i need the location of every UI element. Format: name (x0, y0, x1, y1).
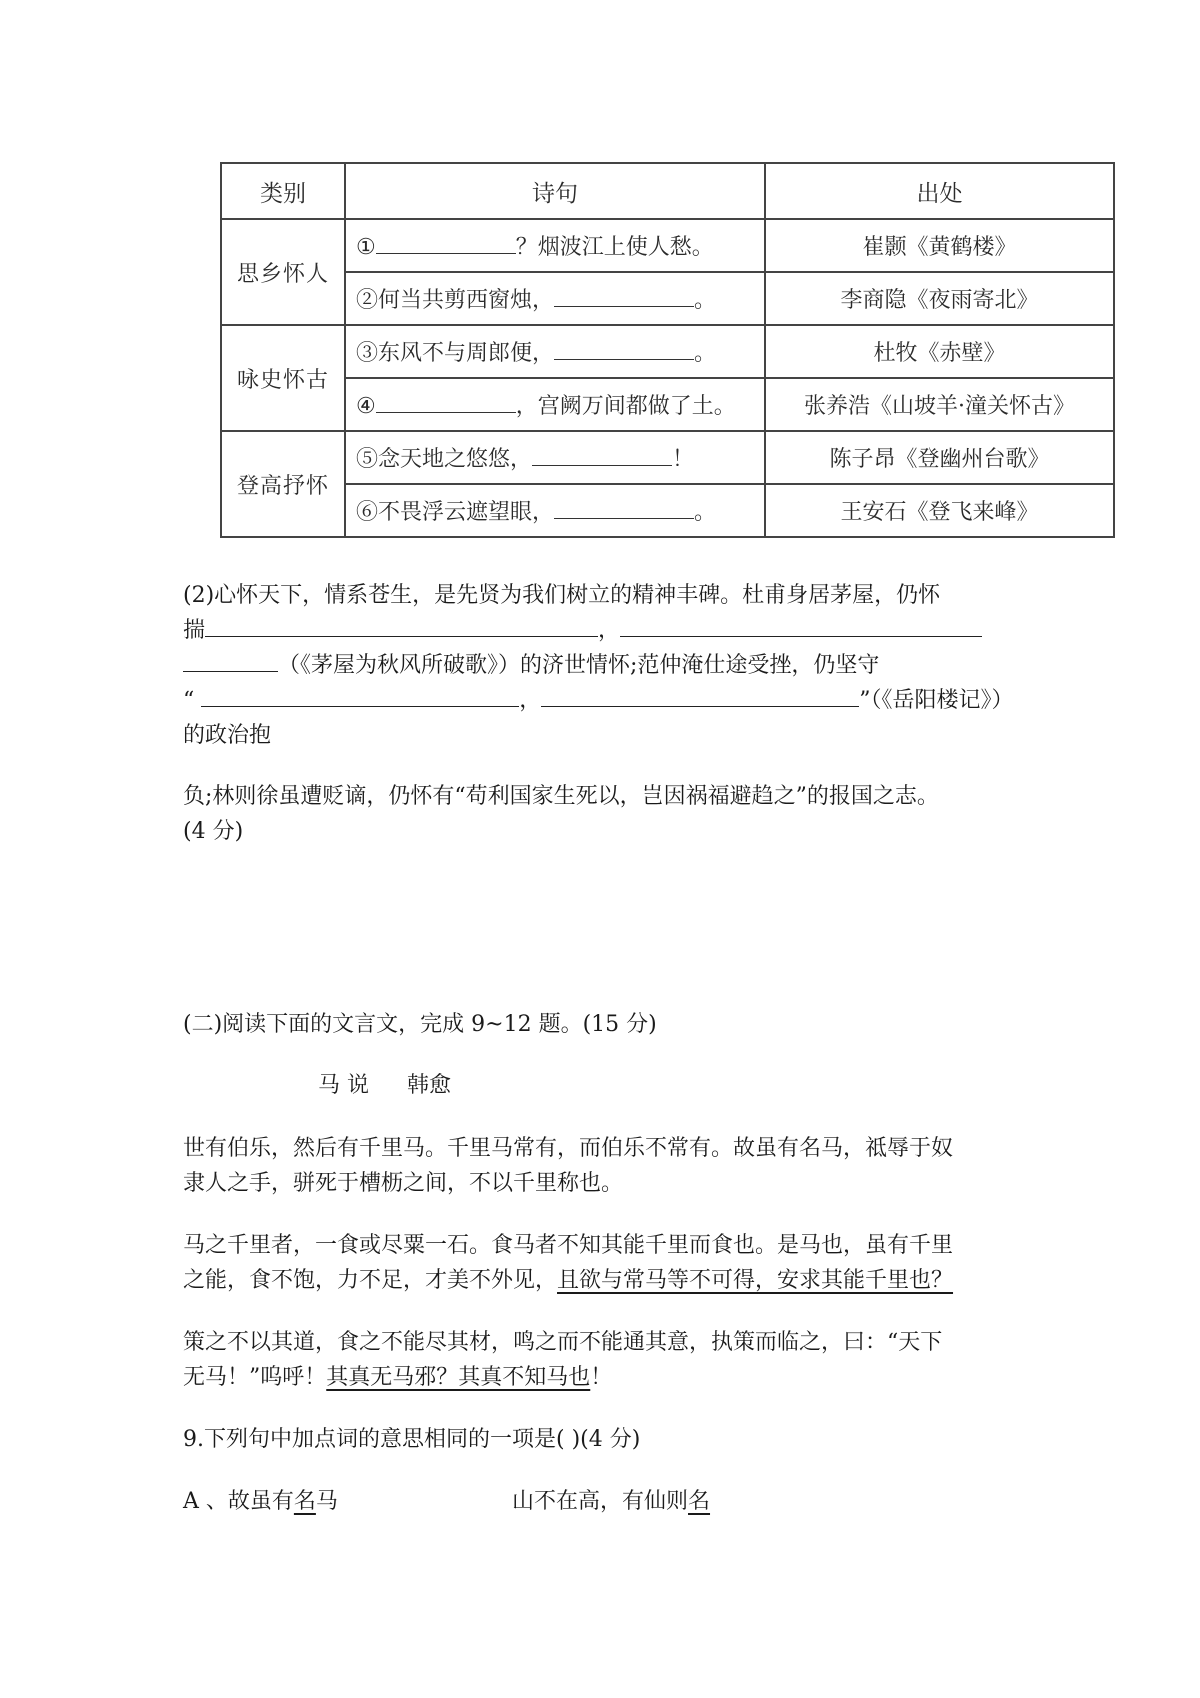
verse-cell: ③东风不与周郎便， 。 (345, 325, 765, 378)
q2-line-5: 的政治抱 (183, 723, 272, 748)
passage-p3-line-2: 无马！”呜呼！其真无马邪？其真不知马也！ (183, 1365, 613, 1390)
source-cell: 李商隐《夜雨寄北》 (765, 272, 1114, 325)
table-row (221, 431, 1114, 484)
category-cell: 思乡怀人 (221, 219, 345, 325)
underlined-sentence: 其真无马邪？其真不知马也 (326, 1365, 591, 1390)
answer-blank[interactable] (554, 341, 694, 360)
q2-line-3: （《茅屋为秋风所破歌》）的济世情怀;范仲淹仕途受挫，仍坚守 (183, 648, 879, 683)
passage-p1-line-1: 世有伯乐，然后有千里马。千里马常有，而伯乐不常有。故虽有名马，祗辱于奴 (183, 1136, 954, 1161)
passage-p1-line-2: 隶人之手，骈死于槽枥之间，不以千里称也。 (183, 1171, 624, 1196)
source-cell: 张养浩《山坡羊·潼关怀古》 (765, 378, 1114, 431)
q2-line-2: 揣 ， (183, 613, 982, 648)
category-cell: 咏史怀古 (221, 325, 345, 431)
answer-blank[interactable] (554, 500, 694, 519)
header-verse: 诗句 (345, 163, 765, 219)
answer-blank[interactable] (201, 684, 519, 707)
dotted-word: 名 (293, 1489, 316, 1514)
dotted-word: 名 (688, 1489, 711, 1514)
q9-stem: 9.下列句中加点词的意思相同的一项是( )(4 分) (183, 1427, 641, 1452)
header-source: 出处 (765, 163, 1114, 219)
verse-cell: ④ ，宫阙万间都做了土。 (345, 378, 765, 431)
q2-score: (4 分) (183, 819, 244, 844)
table-row (221, 272, 1114, 325)
underlined-sentence: 且欲与常马等不可得，安求其能千里也？ (557, 1268, 954, 1293)
answer-blank[interactable] (376, 235, 516, 254)
verse-cell: ②何当共剪西窗烛， 。 (345, 272, 765, 325)
passage-title: 马 说 (318, 1073, 369, 1098)
verse-cell: ⑥不畏浮云遮望眼， 。 (345, 484, 765, 537)
passage-p2-line-1: 马之千里者，一食或尽粟一石。食马者不知其能千里而食也。是马也，虽有千里 (183, 1233, 954, 1258)
q9-option-a: A 、故虽有名马 (183, 1489, 338, 1514)
header-category: 类别 (221, 163, 345, 219)
passage-title-line (318, 1068, 451, 1103)
answer-blank[interactable] (554, 288, 694, 307)
table-row (221, 325, 1114, 378)
answer-blank[interactable] (376, 394, 516, 413)
passage-author: 韩愈 (407, 1073, 452, 1098)
category-cell: 登高抒怀 (221, 431, 345, 537)
q2-line-1: (2)心怀天下，情系苍生，是先贤为我们树立的精神丰碑。杜甫身居茅屋，仍怀 (183, 583, 941, 608)
answer-blank[interactable] (205, 614, 598, 637)
answer-blank[interactable] (183, 649, 278, 672)
verse-cell: ① ？烟波江上使人愁。 (345, 219, 765, 272)
answer-blank[interactable] (532, 447, 672, 466)
table-row (221, 219, 1114, 272)
source-cell: 陈子昂《登幽州台歌》 (765, 431, 1114, 484)
source-cell: 杜牧《赤壁》 (765, 325, 1114, 378)
source-cell: 王安石《登飞来峰》 (765, 484, 1114, 537)
q9-option-a-right: 山不在高，有仙则名 (512, 1489, 711, 1514)
table-header-row (221, 163, 1114, 219)
verse-cell: ⑤念天地之悠悠， ！ (345, 431, 765, 484)
passage-p3-line-1: 策之不以其道，食之不能尽其材，鸣之而不能通其意，执策而临之，曰：“天下 (183, 1330, 943, 1355)
table-row (221, 378, 1114, 431)
q2-line-6: 负;林则徐虽遭贬谪，仍怀有“苟利国家生死以，岂因祸福避趋之”的报国之志。 (183, 784, 939, 809)
answer-blank[interactable] (620, 614, 982, 637)
passage-p2-line-2: 之能，食不饱，力不足，才美不外见，且欲与常马等不可得，安求其能千里也？ (183, 1268, 954, 1293)
poetry-table (220, 162, 1115, 538)
section-heading: (二)阅读下面的文言文，完成 9~12 题。(15 分) (183, 1012, 657, 1037)
source-cell: 崔颢《黄鹤楼》 (765, 219, 1114, 272)
answer-blank[interactable] (541, 684, 859, 707)
table-row (221, 484, 1114, 537)
q2-line-4: “ ， ”（《岳阳楼记》） (183, 683, 1014, 718)
